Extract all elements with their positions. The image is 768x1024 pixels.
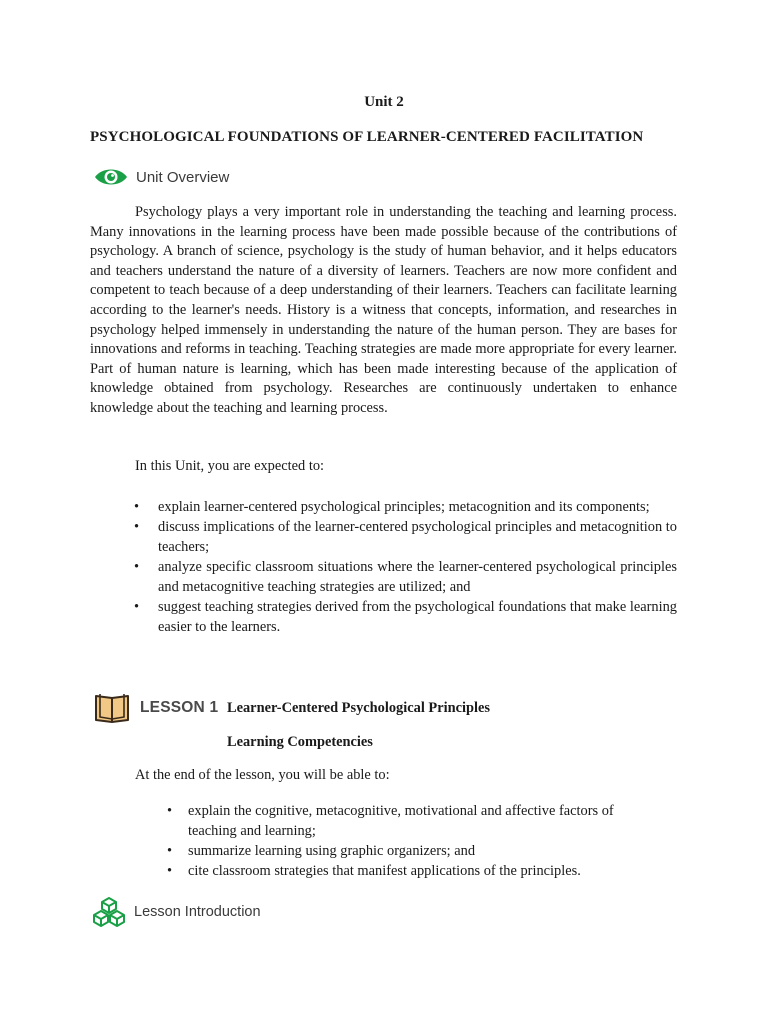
unit-title: PSYCHOLOGICAL FOUNDATIONS OF LEARNER-CENTERED FACILITATION xyxy=(90,129,644,145)
list-item: • explain learner-centered psychological principles; metacognition and its components; xyxy=(90,497,677,517)
end-of-lesson-intro: At the end of the lesson, you will be able to: xyxy=(135,767,390,783)
book-icon xyxy=(94,692,130,724)
eye-icon xyxy=(94,166,128,188)
list-item: • discuss implications of the learner-centered psychological principles and metacognition to teachers; xyxy=(90,517,677,557)
list-item: • explain the cognitive, metacognitive, motivational and affective factors of teaching and learning; xyxy=(135,801,635,841)
list-item: • cite classroom strategies that manifest applications of the principles. xyxy=(135,861,635,881)
lesson-introduction-label: Lesson Introduction xyxy=(134,904,261,920)
list-item: • suggest teaching strategies derived from the psychological foundations that make learning easier to the learners. xyxy=(90,597,677,637)
lesson-badge xyxy=(94,692,218,724)
unit-overview-label: Unit Overview xyxy=(136,168,230,186)
boxes-icon xyxy=(92,896,126,928)
list-item: • analyze specific classroom situations where the learner-centered psychological principles and metacognitive teaching strategies are utilized; and xyxy=(90,557,677,597)
lesson-title: Learner-Centered Psychological Principles xyxy=(227,700,490,716)
objectives-list xyxy=(90,497,677,637)
unit-overview-heading xyxy=(94,166,229,188)
unit-label: Unit 2 xyxy=(364,94,404,110)
competencies-list xyxy=(135,801,635,881)
lesson-badge-label: LESSON 1 xyxy=(140,699,219,716)
competencies-heading: Learning Competencies xyxy=(227,734,373,750)
lesson-introduction-heading xyxy=(92,896,261,928)
overview-paragraph: Psychology plays a very important role in understanding the teaching and learning process. Many innovations in the learning process have been made possible because of the contributions of psychology. A branch of science, psychology is the study of human behavior, and it helps educators and teachers understand the nature of a diversity of learners. Teachers are now more confident and competent to teach because of a deep understanding of their learners. Teachers can facilitate learning according to the learner's needs. History is a witness that concepts, information, and researches in psychology helped immensely in understanding the nature of the human person. They are bases for innovations and reforms in teaching. Teaching strategies are made more appropriate for every learner. Part of human nature is learning, which has been made interesting because of the application of knowledge obtained from psychology. Researches are continuously undertaken to enhance knowledge about the teaching and learning process. xyxy=(90,204,677,416)
expectations-intro: In this Unit, you are expected to: xyxy=(135,458,325,474)
list-item: • summarize learning using graphic organizers; and xyxy=(135,841,635,861)
